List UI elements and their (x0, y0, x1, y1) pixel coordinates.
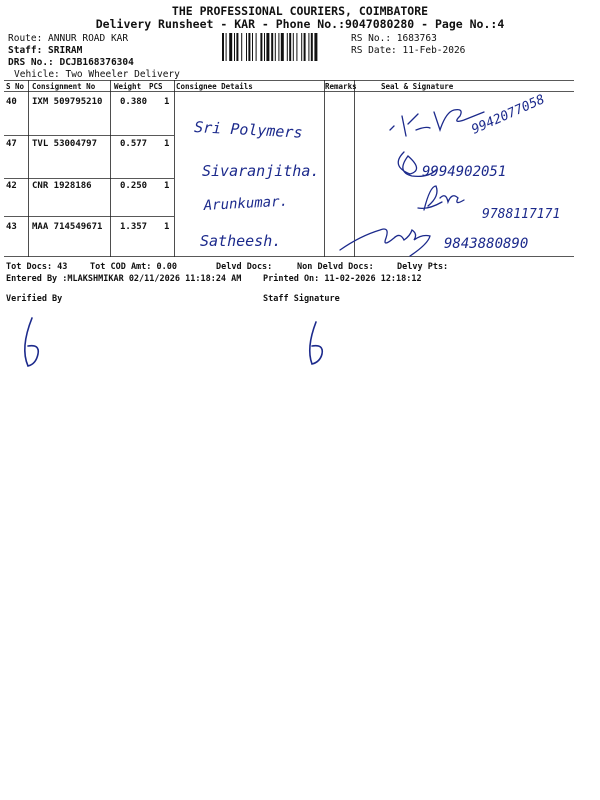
staff-signature-label: Staff Signature (263, 294, 340, 304)
barcode-bar (301, 33, 302, 61)
table-row (6, 222, 169, 232)
row-sno: 47 (6, 139, 17, 149)
barcode-bar (314, 33, 317, 61)
delivery-points: Delvy Pts: (397, 262, 449, 272)
row-pcs: 1 (164, 97, 170, 107)
barcode-bar (234, 33, 235, 61)
row-pcs: 1 (164, 181, 170, 191)
row-pcs: 1 (164, 139, 170, 149)
route-label: Route: ANNUR ROAD KAR (8, 33, 129, 44)
signature-phone: 9994902051 (422, 164, 507, 180)
signature-phone: 9843880890 (444, 236, 529, 252)
barcode-bar (236, 33, 238, 61)
row-consignment: MAA 714549671 (32, 222, 103, 232)
barcode-bar (266, 33, 269, 61)
consignee-name-handwritten: Sivaranjitha. (202, 162, 320, 180)
barcode-bar (296, 33, 297, 61)
col-signature: Seal & Signature (381, 82, 454, 91)
rs-number: RS No.: 1683763 (351, 33, 437, 44)
table-row (6, 181, 169, 191)
staff-signature (300, 318, 340, 370)
consignee-name-handwritten: Sri Polymers (193, 118, 303, 142)
col-weight: Weight (114, 82, 142, 91)
runsheet-table (4, 80, 578, 258)
verifier-signature (14, 312, 54, 372)
runsheet-title: Delivery Runsheet - KAR - Phone No.:9047080280 - Page No.:4 (95, 17, 505, 31)
consignee-name-handwritten: Arunkumar. (203, 193, 289, 214)
row-sno: 42 (6, 181, 17, 191)
barcode-bar (241, 33, 242, 61)
barcode-bar (287, 33, 288, 61)
row-weight: 1.357 (120, 222, 148, 232)
signature-phone: 9942077058 (469, 92, 548, 138)
barcode (222, 33, 346, 61)
col-consignee: Consignee Details (176, 82, 253, 91)
consignee-name-handwritten: Satheesh. (200, 232, 282, 250)
barcode-bar (222, 33, 224, 61)
col-sno: S No (6, 82, 25, 91)
col-consignment: Consignment No (32, 82, 96, 91)
entered-by: Entered By :MLAKSHMIKAR 02/11/2026 11:18:24 AM (6, 274, 242, 284)
row-consignment: IXM 509795210 (32, 97, 103, 107)
vehicle-label: Vehicle: Two Wheeler Delivery (14, 69, 180, 80)
barcode-bar (248, 33, 250, 61)
row-sno: 43 (6, 222, 17, 232)
row-weight: 0.380 (120, 97, 148, 107)
table-row (6, 97, 169, 107)
row-weight: 0.250 (120, 181, 148, 191)
col-remarks: Remarks (325, 82, 357, 91)
barcode-bar (289, 33, 291, 61)
col-pcs: PCS (149, 82, 163, 91)
printed-on: Printed On: 11-02-2026 12:18:12 (263, 274, 422, 284)
total-cod: Tot COD Amt: 0.00 (90, 262, 177, 272)
table-row (6, 139, 169, 149)
rs-date: RS Date: 11-Feb-2026 (351, 45, 466, 56)
non-delivered-docs: Non Delvd Docs: (297, 262, 374, 272)
barcode-bar (304, 33, 306, 61)
signature-scribble (340, 229, 430, 256)
barcode-bar (246, 33, 247, 61)
delivered-docs: Delvd Docs: (216, 262, 273, 272)
barcode-bar (278, 33, 279, 61)
barcode-bar (260, 33, 262, 61)
company-name: THE PROFESSIONAL COURIERS, COIMBATORE (171, 4, 429, 18)
row-consignment: CNR 1928186 (32, 181, 92, 191)
signature-scribble (418, 186, 464, 210)
barcode-bar (229, 33, 232, 61)
barcode-bar (264, 33, 265, 61)
row-consignment: TVL 53004797 (32, 139, 98, 149)
verified-by-label: Verified By (6, 294, 63, 304)
barcode-bar (293, 33, 294, 61)
barcode-bar (275, 33, 276, 61)
row-weight: 0.577 (120, 139, 148, 149)
total-docs: Tot Docs: 43 (6, 262, 68, 272)
barcode-bar (226, 33, 227, 61)
barcode-bar (281, 33, 284, 61)
staff-label: Staff: SRIRAM (8, 45, 83, 56)
row-pcs: 1 (164, 222, 170, 232)
drs-number: DRS No.: DCJB168376304 (8, 57, 134, 68)
barcode-bar (252, 33, 253, 61)
signature-phone: 9788117171 (482, 207, 561, 222)
barcode-bar (271, 33, 273, 61)
row-sno: 40 (6, 97, 17, 107)
barcode-bar (311, 33, 313, 61)
barcode-bar (256, 33, 257, 61)
barcode-bar (308, 33, 309, 61)
